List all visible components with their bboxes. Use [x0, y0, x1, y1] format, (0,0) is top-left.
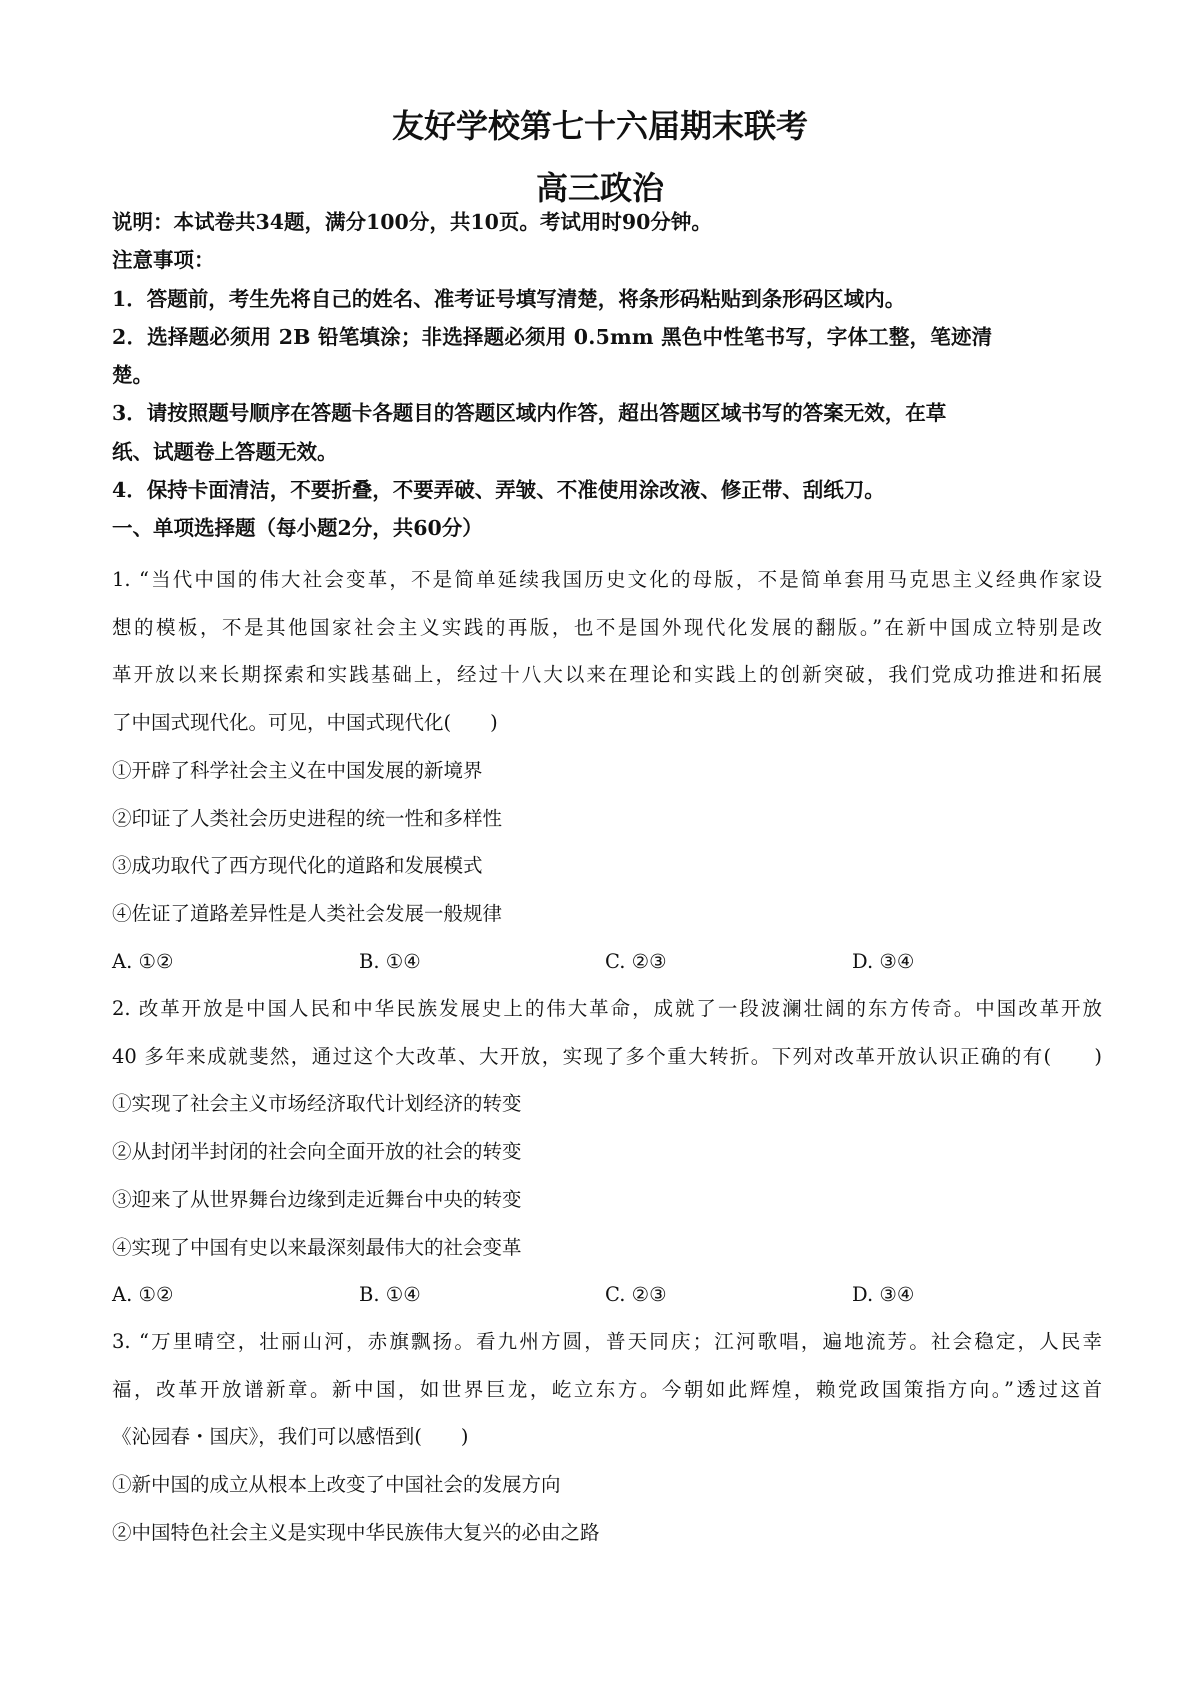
exam-subject: 高三政治	[535, 169, 664, 207]
statement: ③迎来了从世界舞台边缘到走近舞台中央的转变	[112, 1187, 522, 1211]
question-2	[112, 985, 1102, 1319]
option-d: D. ③④	[852, 1283, 915, 1307]
exam-title: 友好学校第七十六届期末联考	[391, 107, 808, 145]
statement: ②中国特色社会主义是实现中华民族伟大复兴的必由之路	[112, 1520, 600, 1544]
option-a: A. ①②	[112, 949, 174, 973]
question-stem-line: 3. “万里晴空，壮丽山河，赤旗飘扬。看九州方圆，普天同庆；江河歌唱，遍地流芳。社会稳定，人民幸	[112, 1330, 1102, 1353]
statement: ④佐证了道路差异性是人类社会发展一般规律	[112, 901, 503, 925]
section-heading: 一、单项选择题（每小题2分，共60分）	[112, 516, 483, 541]
instructions-intro: 说明：本试卷共34题，满分100分，共10页。考试用时90分钟。	[112, 210, 712, 234]
notice-heading: 注意事项：	[112, 248, 215, 273]
question-stem-line: 2. 改革开放是中国人民和中华民族发展史上的伟大革命，成就了一段波澜壮阔的东方传奇。中国改革开放	[112, 997, 1102, 1020]
answer-options	[112, 1271, 1102, 1319]
notice-item: 4．保持卡面清洁，不要折叠，不要弄破、弄皱、不准使用涂改液、修正带、刮纸刀。	[112, 478, 885, 503]
statement: ③成功取代了西方现代化的道路和发展模式	[112, 854, 483, 878]
option-a: A. ①②	[112, 1283, 174, 1307]
question-3	[112, 1318, 1102, 1557]
question-stem-line: 革开放以来长期探索和实践基础上，经过十八大以来在理论和实践上的创新突破，我们党成功推进和拓展	[112, 663, 1102, 687]
answer-options	[112, 938, 1102, 986]
notice-item: 楚。	[112, 363, 153, 388]
statement: ②印证了人类社会历史进程的统一性和多样性	[112, 806, 503, 830]
question-stem-line: 福，改革开放谱新章。新中国，如世界巨龙，屹立东方。今朝如此辉煌，赖党政国策指方向。”透过这首	[112, 1377, 1102, 1401]
notice-item: 2．选择题必须用 2B 铅笔填涂；非选择题必须用 0.5mm 黑色中性笔书写，字体工整，笔迹清	[112, 324, 993, 349]
instructions-block	[112, 203, 1102, 548]
question-stem-line: 了中国式现代化。可见，中国式现代化( )	[112, 711, 498, 735]
notice-item: 1．答题前，考生先将自己的姓名、准考证号填写清楚，将条形码粘贴到条形码区域内。	[112, 286, 906, 311]
question-stem-line: 《沁园春・国庆》，我们可以感悟到( )	[112, 1425, 469, 1449]
question-stem-line: 40 多年来成就斐然，通过这个大改革、大开放，实现了多个重大转折。下列对改革开放认识正确的有( )	[112, 1044, 1102, 1068]
notice-item: 3．请按照题号顺序在答题卡各题目的答题区域内作答，超出答题区域书写的答案无效，在草	[112, 401, 947, 426]
question-stem-line: 想的模板，不是其他国家社会主义实践的再版，也不是国外现代化发展的翻版。”在新中国成立特别是改	[112, 615, 1102, 639]
option-b: B. ①④	[359, 1283, 421, 1307]
statement: ②从封闭半封闭的社会向全面开放的社会的转变	[112, 1140, 522, 1164]
question-stem-line: 1. “当代中国的伟大社会变革，不是简单延续我国历史文化的母版，不是简单套用马克思主义经典作家设	[112, 568, 1102, 591]
option-b: B. ①④	[359, 949, 421, 973]
option-d: D. ③④	[852, 949, 915, 973]
statement: ①实现了社会主义市场经济取代计划经济的转变	[112, 1092, 522, 1116]
option-c: C. ②③	[605, 1283, 667, 1307]
statement: ①新中国的成立从根本上改变了中国社会的发展方向	[112, 1473, 561, 1497]
statement: ④实现了中国有史以来最深刻最伟大的社会变革	[112, 1235, 522, 1259]
statement: ①开辟了科学社会主义在中国发展的新境界	[112, 758, 483, 782]
notice-item: 纸、试题卷上答题无效。	[112, 439, 338, 464]
question-1	[112, 556, 1102, 985]
option-c: C. ②③	[605, 949, 667, 973]
